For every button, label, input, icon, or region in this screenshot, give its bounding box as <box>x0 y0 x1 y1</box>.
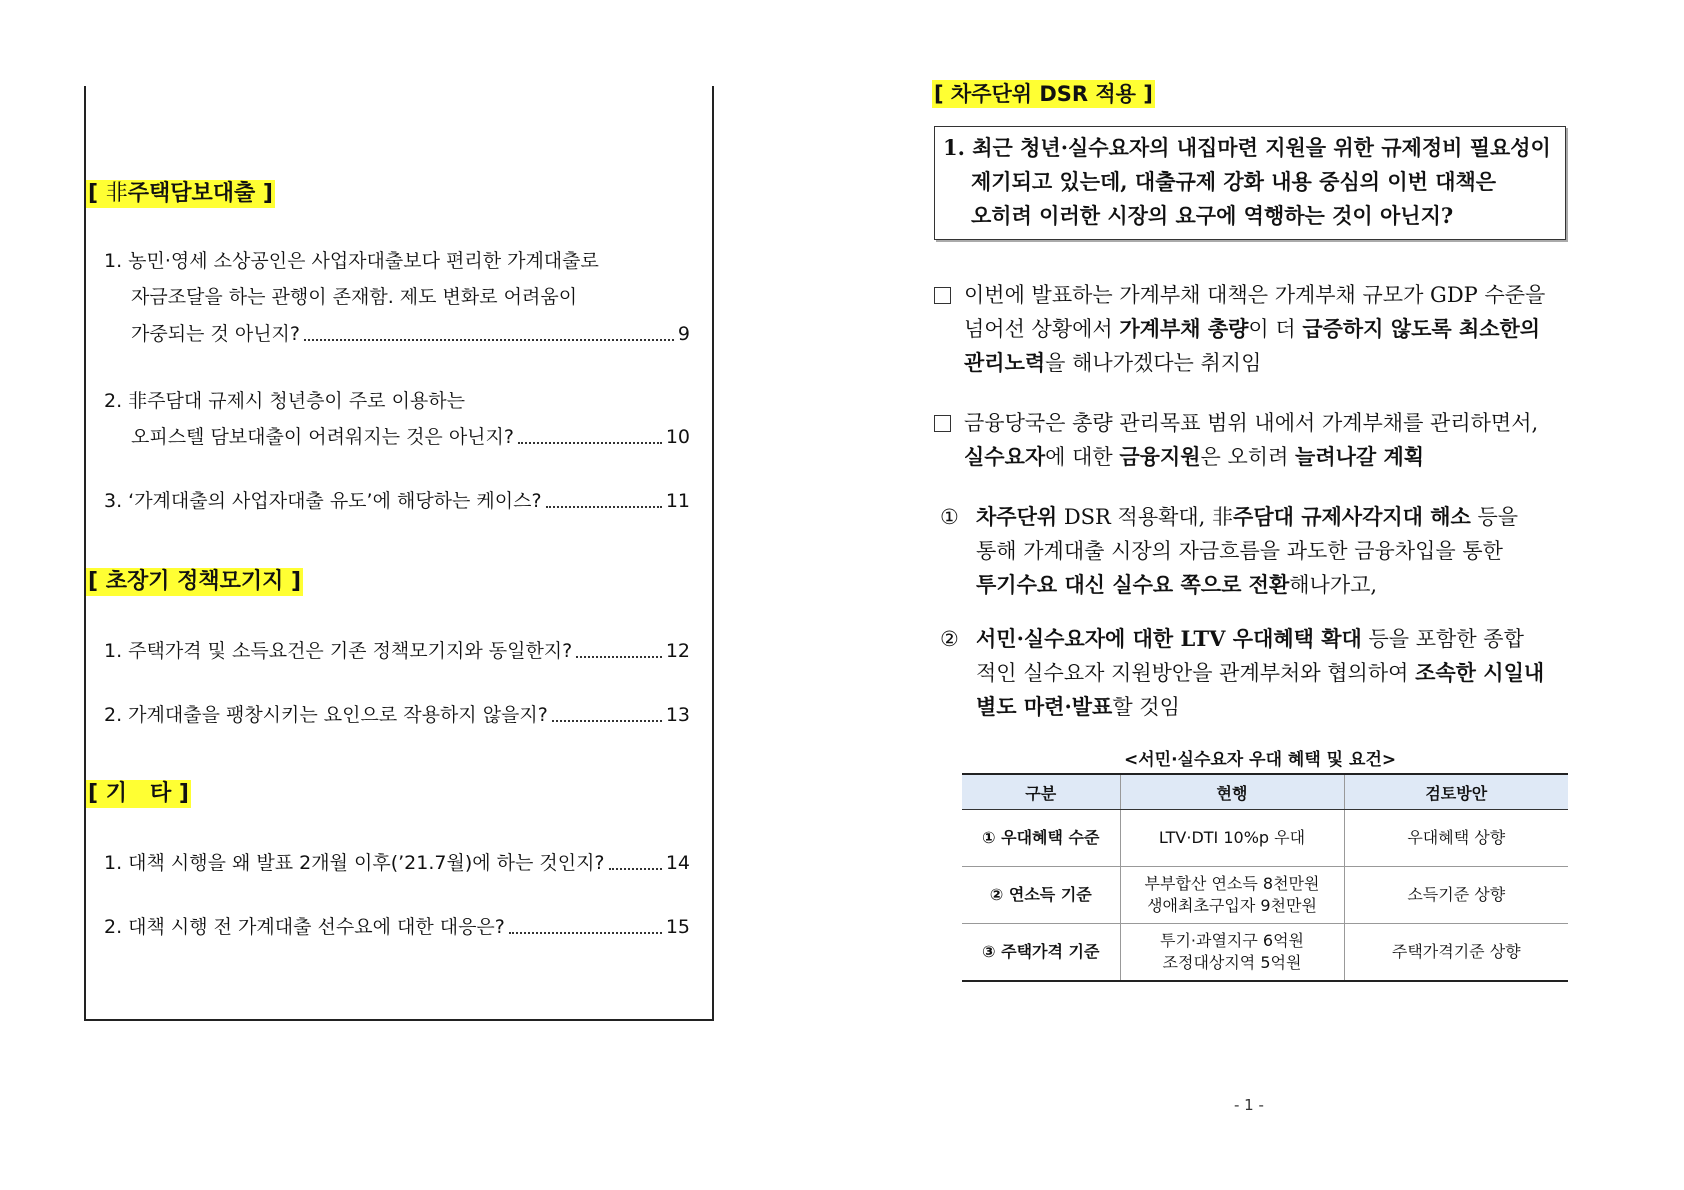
checkbox-bullet-icon <box>934 415 951 432</box>
table-header: 검토방안 <box>1344 774 1568 810</box>
toc-frame <box>84 86 714 1021</box>
section-title-long-term-mortgage: [ 초장기 정책모기지 ] <box>88 569 302 594</box>
table-row <box>962 810 1568 867</box>
toc-page-number: 14 <box>665 852 690 874</box>
leader-dots <box>546 506 662 508</box>
leader-dots <box>304 339 674 341</box>
question-line3: 오히려 이러한 시장의 요구에 역행하는 것이 아닌지? <box>971 203 1454 228</box>
table-header: 구분 <box>962 774 1120 810</box>
toc-item-7-text: 2. 대책 시행 전 가계대출 선수요에 대한 대응은? <box>104 916 505 938</box>
bullet2-line2: 실수요자에 대한 금융지원은 오히려 늘려나갈 계획 <box>964 444 1425 469</box>
bullet2-line1: 금융당국은 총량 관리목표 범위 내에서 가계부채를 관리하면서, <box>964 411 1539 435</box>
sub2-line1: 서민·실수요자에 대한 LTV 우대혜택 확대 등을 포함한 종합 <box>976 626 1524 651</box>
current-cell: LTV·DTI 10%p 우대 <box>1120 810 1344 867</box>
toc-item-2-line1: 2. 非주담대 규제시 청년층이 주로 이용하는 <box>104 390 465 412</box>
bullet1-line3: 관리노력을 해나가겠다는 취지임 <box>964 350 1262 375</box>
benefit-table <box>962 773 1568 982</box>
sub2-line3: 별도 마련·발표할 것임 <box>976 694 1180 719</box>
section-title-etc: [ 기 타 ] <box>88 781 189 806</box>
toc-item-3-text: 3. ‘가계대출의 사업자대출 유도’에 해당하는 케이스? <box>104 490 542 512</box>
question-line2: 제기되고 있는데, 대출규제 강화 내용 중심의 이번 대책은 <box>971 169 1497 194</box>
toc-page-number: 11 <box>665 490 690 512</box>
review-cell: 우대혜택 상향 <box>1344 810 1568 867</box>
sub1-line1: 차주단위 DSR 적용확대, 非주담대 규제사각지대 해소 등을 <box>976 504 1519 529</box>
sub1-line3: 투기수요 대신 실수요 쪽으로 전환해나가고, <box>976 572 1378 597</box>
toc-item-4-text: 1. 주택가격 및 소득요건은 기존 정책모기지와 동일한지? <box>104 640 573 662</box>
question-box <box>934 126 1566 240</box>
table-row <box>962 924 1568 982</box>
toc-item-1-line1: 1. 농민·영세 소상공인은 사업자대출보다 편리한 가계대출로 <box>104 250 599 272</box>
row-label: ② 연소득 기준 <box>962 867 1120 924</box>
toc-item-1[interactable] <box>131 321 690 347</box>
row-label: ① 우대혜택 수준 <box>962 810 1120 867</box>
toc-item-2[interactable] <box>131 424 690 450</box>
toc-item-1-line3: 가중되는 것 아닌지? <box>131 323 300 345</box>
leader-dots <box>552 720 662 722</box>
table-header-row <box>962 774 1568 810</box>
toc-item-3[interactable] <box>104 488 690 514</box>
sub2-line2: 적인 실수요자 지원방안을 관계부처와 협의하여 조속한 시일내 <box>976 660 1545 685</box>
sub1-marker: ① <box>940 505 959 529</box>
section-title-dsr: [ 차주단위 DSR 적용 ] <box>934 82 1153 106</box>
bullet1-line2: 넘어선 상황에서 가계부채 총량이 더 급증하지 않도록 최소한의 <box>964 316 1541 341</box>
question-line1: 1. 최근 청년·실수요자의 내집마련 지원을 위한 규제정비 필요성이 <box>943 135 1551 160</box>
toc-item-5[interactable] <box>104 702 690 728</box>
table-caption: <서민·실수요자 우대 혜택 및 요건> <box>1124 750 1397 770</box>
sub2-marker: ② <box>940 627 959 651</box>
checkbox-bullet-icon <box>934 287 951 304</box>
current-cell: 투기·과열지구 6억원 조정대상지역 5억원 <box>1120 924 1344 982</box>
leader-dots <box>609 868 662 870</box>
leader-dots <box>509 932 662 934</box>
section-title-non-mortgage: [ 非주택담보대출 ] <box>88 181 273 206</box>
leader-dots <box>518 442 662 444</box>
toc-page-number: 9 <box>677 323 690 345</box>
toc-item-6[interactable] <box>104 850 690 876</box>
toc-page-number: 13 <box>665 704 690 726</box>
toc-item-2-line2: 오피스텔 담보대출이 어려워지는 것은 아닌지? <box>131 426 514 448</box>
toc-item-4[interactable] <box>104 638 690 664</box>
sub1-line2: 통해 가계대출 시장의 자금흐름을 과도한 금융차입을 통한 <box>976 539 1503 563</box>
toc-item-5-text: 2. 가계대출을 팽창시키는 요인으로 작용하지 않을지? <box>104 704 548 726</box>
table-header: 현행 <box>1120 774 1344 810</box>
toc-item-1-line2: 자금조달을 하는 관행이 존재함. 제도 변화로 어려움이 <box>131 286 578 308</box>
toc-item-6-text: 1. 대책 시행을 왜 발표 2개월 이후(’21.7월)에 하는 것인지? <box>104 852 605 874</box>
current-cell: 부부합산 연소득 8천만원 생애최초구입자 9천만원 <box>1120 867 1344 924</box>
table-row <box>962 867 1568 924</box>
toc-page-number: 12 <box>665 640 690 662</box>
toc-item-7[interactable] <box>104 914 690 940</box>
toc-page-number: 15 <box>665 916 690 938</box>
page-number: - 1 - <box>1234 1096 1264 1114</box>
toc-page-number: 10 <box>665 426 690 448</box>
row-label: ③ 주택가격 기준 <box>962 924 1120 982</box>
bullet1-line1: 이번에 발표하는 가계부채 대책은 가계부채 규모가 GDP 수준을 <box>964 283 1546 307</box>
review-cell: 주택가격기준 상향 <box>1344 924 1568 982</box>
leader-dots <box>576 656 662 658</box>
review-cell: 소득기준 상향 <box>1344 867 1568 924</box>
